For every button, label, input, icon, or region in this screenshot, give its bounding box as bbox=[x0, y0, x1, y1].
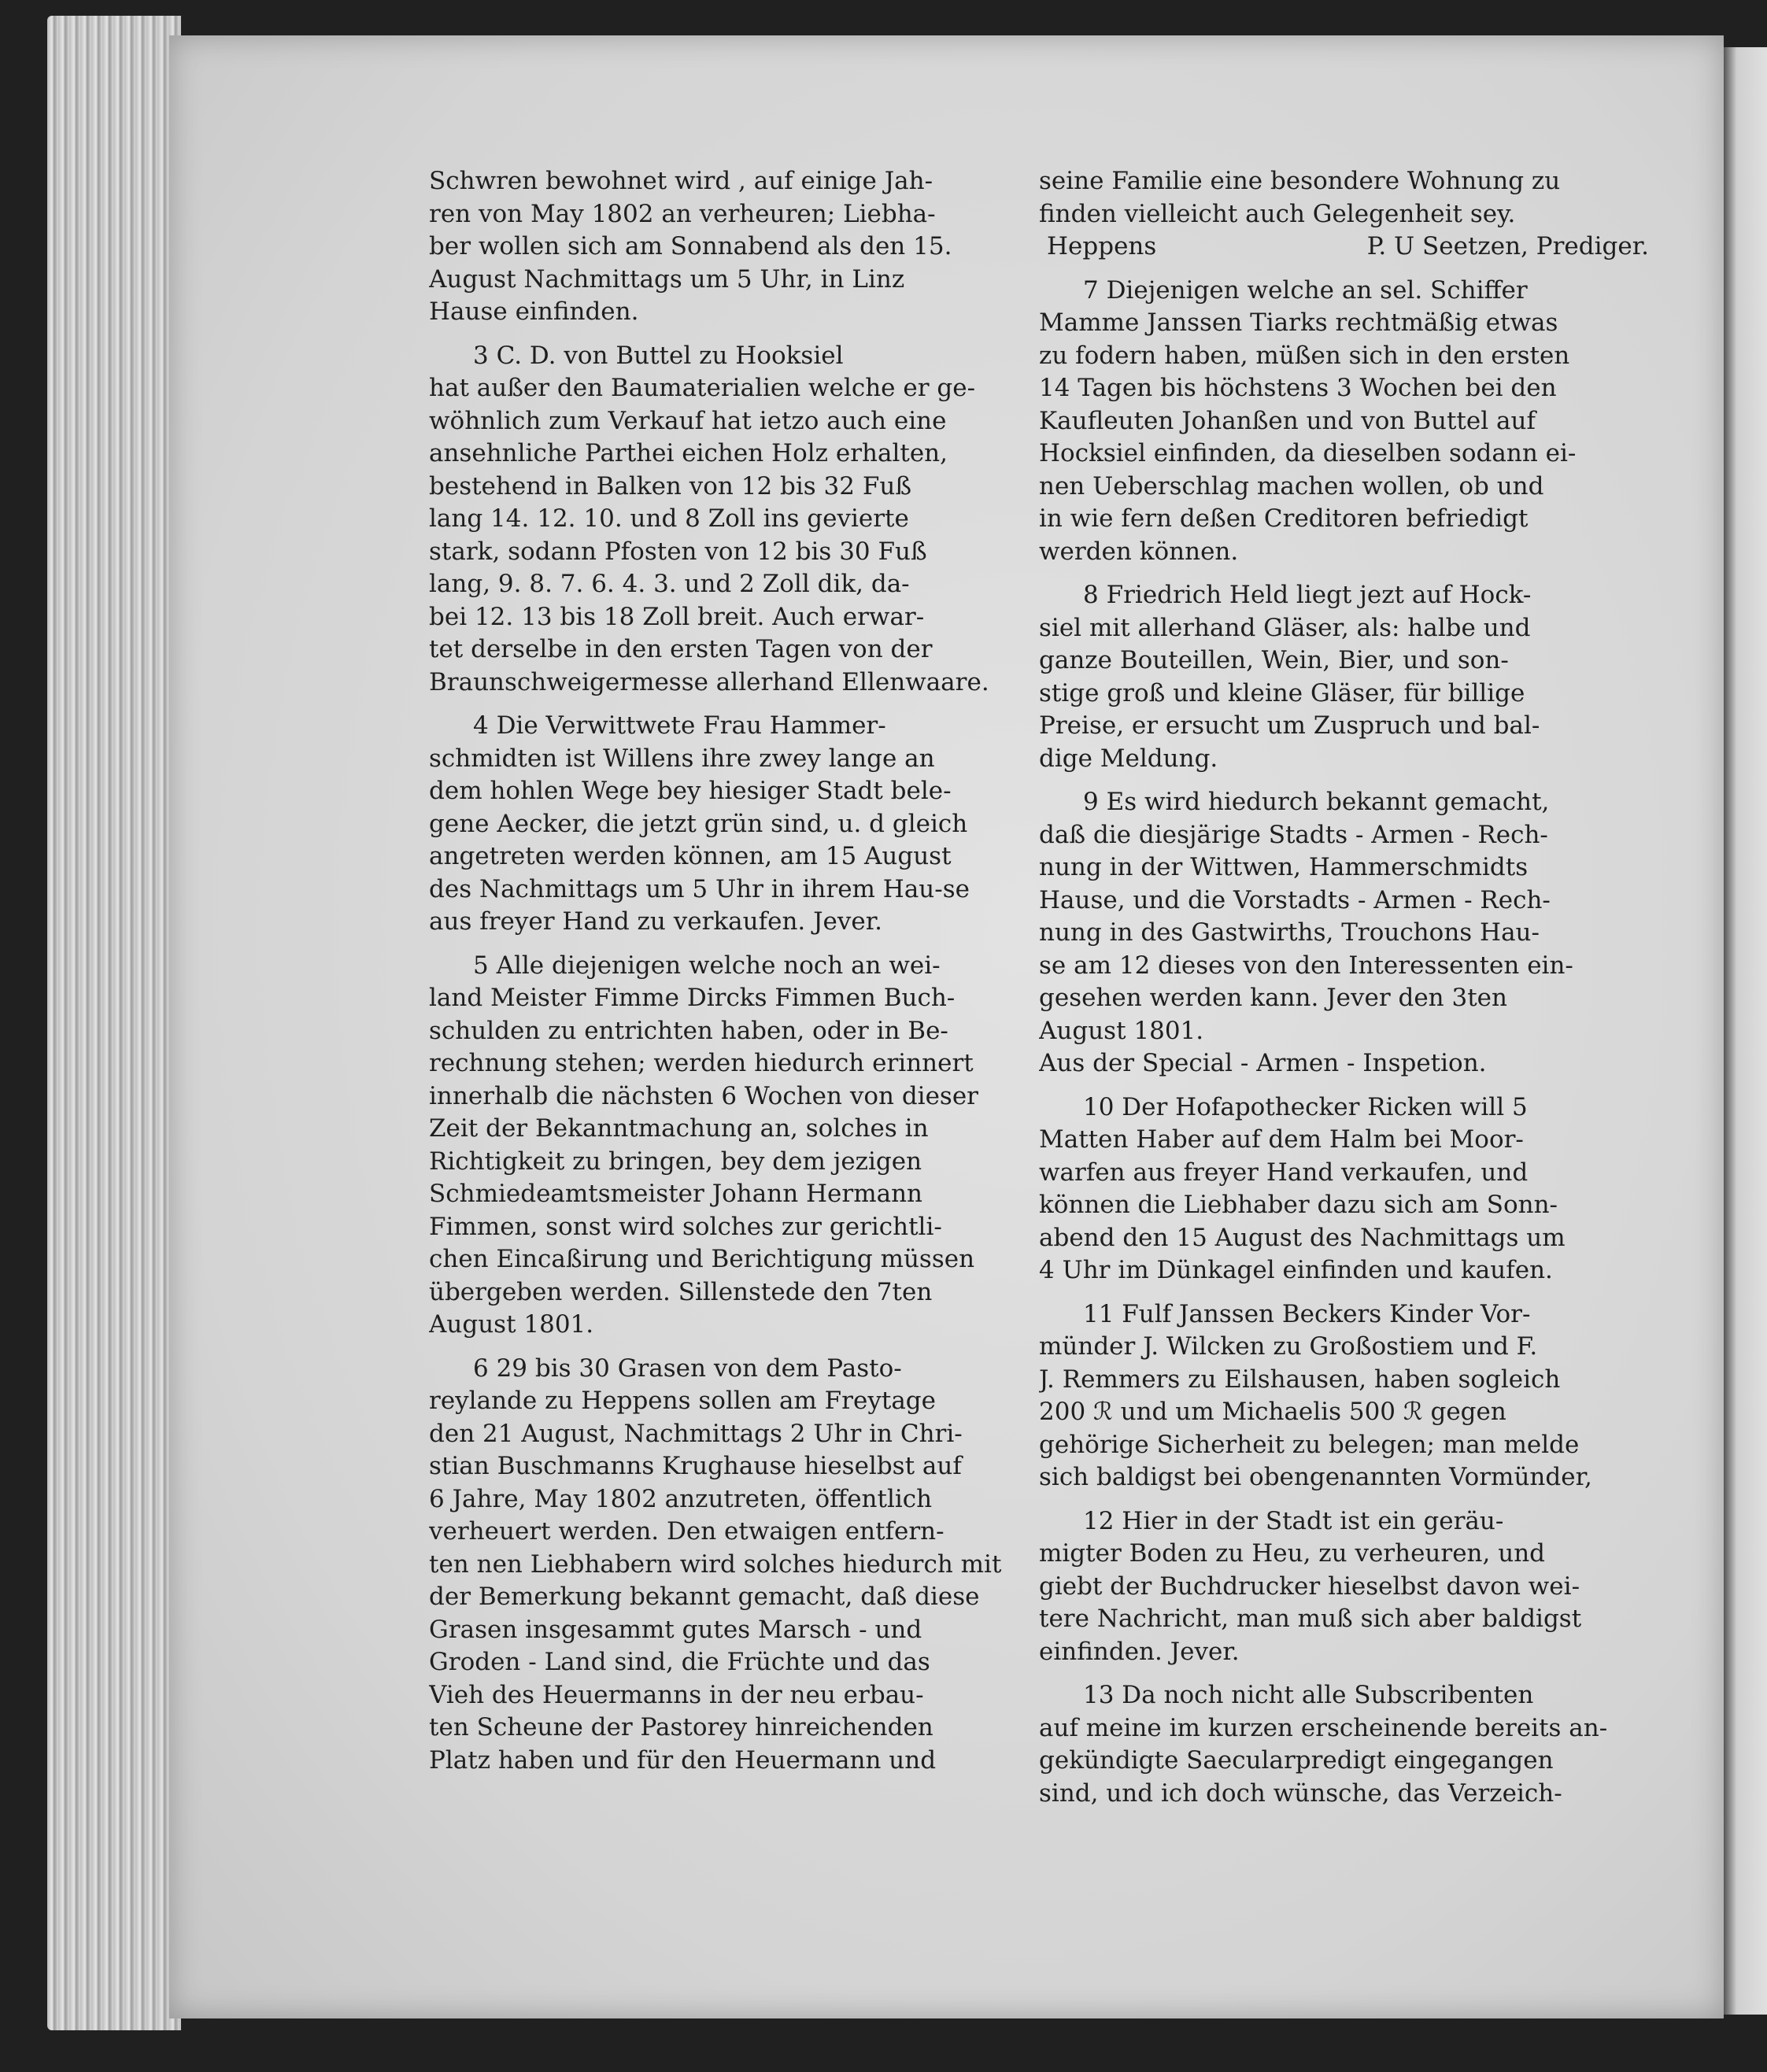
notice-paragraph-n12 bbox=[1039, 1505, 1649, 1669]
facing-page-edge bbox=[1724, 47, 1767, 2015]
text-line: tere Nachricht, man muß sich aber baldigst bbox=[1039, 1605, 1582, 1633]
text-line: ten Scheune der Pastorey hinreichenden bbox=[429, 1713, 933, 1741]
text-line: J. Remmers zu Eilshausen, haben sogleich bbox=[1039, 1365, 1561, 1394]
notice-paragraph-n6 bbox=[429, 1353, 1035, 1778]
notice-paragraph-n11 bbox=[1039, 1298, 1649, 1494]
text-line: verheuert werden. Den etwaigen entfern- bbox=[429, 1517, 944, 1546]
text-line: reylande zu Heppens sollen am Freytage bbox=[429, 1387, 936, 1415]
text-line: siel mit allerhand Gläser, als: halbe und bbox=[1039, 613, 1531, 642]
text-line: 13 Da noch nicht alle Subscribenten bbox=[1083, 1681, 1534, 1709]
notice-paragraph-n4 bbox=[429, 710, 1035, 939]
text-line: warfen aus freyer Hand verkaufen, und bbox=[1039, 1158, 1529, 1187]
text-line: Braunschweigermesse allerhand Ellenwaare. bbox=[429, 667, 989, 696]
text-line: stark, sodann Pfosten von 12 bis 30 Fuß bbox=[429, 537, 927, 566]
text-line: bei 12. 13 bis 18 Zoll breit. Auch erwar- bbox=[429, 602, 925, 631]
text-line: land Meister Fimme Dircks Fimmen Buch- bbox=[429, 984, 956, 1012]
text-line: in wie fern deßen Creditoren befriedigt bbox=[1039, 504, 1529, 533]
text-line: Groden - Land sind, die Früchte und das bbox=[429, 1648, 930, 1676]
notice-paragraph-n8 bbox=[1039, 579, 1649, 775]
text-line: münder J. Wilcken zu Großostiem und F. bbox=[1039, 1332, 1538, 1361]
text-line: stian Buschmanns Krughause hieselbst auf bbox=[429, 1452, 962, 1480]
text-line: Preise, er ersucht um Zuspruch und bal- bbox=[1039, 711, 1540, 740]
text-line: August 1801. bbox=[1039, 1016, 1204, 1045]
text-line: den 21 August, Nachmittags 2 Uhr in Chri- bbox=[429, 1419, 963, 1448]
notice-paragraph-cont bbox=[429, 165, 1035, 329]
text-line: gehörige Sicherheit zu belegen; man melde bbox=[1039, 1430, 1580, 1459]
text-line: einfinden. Jever. bbox=[1039, 1637, 1240, 1666]
text-line: rechnung stehen; werden hiedurch erinnert bbox=[429, 1049, 974, 1077]
text-line: hat außer den Baumaterialien welche er ge- bbox=[429, 374, 976, 402]
text-line: Zeit der Bekanntmachung an, solches in bbox=[429, 1114, 929, 1143]
text-line: werden können. bbox=[1039, 537, 1239, 566]
text-line: August 1801. bbox=[429, 1310, 594, 1339]
text-line: 200 ℛ und um Michaelis 500 ℛ gegen bbox=[1039, 1398, 1506, 1426]
text-line: sich baldigst bei obengenannten Vormünder, bbox=[1039, 1463, 1592, 1491]
text-line: Schmiedeamtsmeister Johann Hermann bbox=[429, 1180, 923, 1208]
text-line: nung in der Wittwen, Hammerschmidts bbox=[1039, 853, 1529, 881]
text-line: 11 Fulf Janssen Beckers Kinder Vor- bbox=[1083, 1299, 1531, 1328]
text-line: 4 Uhr im Dünkagel einfinden und kaufen. bbox=[1039, 1256, 1553, 1284]
text-line: 8 Friedrich Held liegt jezt auf Hock- bbox=[1083, 581, 1532, 609]
text-line: daß die diesjärige Stadts - Armen - Rech- bbox=[1039, 820, 1548, 849]
text-line: können die Liebhaber dazu sich am Sonn- bbox=[1039, 1191, 1558, 1219]
text-line: Hause, und die Vorstadts - Armen - Rech- bbox=[1039, 885, 1551, 914]
text-line: seine Familie eine besondere Wohnung zu bbox=[1039, 167, 1561, 195]
text-line: auf meine im kurzen erscheinende bereits an- bbox=[1039, 1713, 1608, 1742]
text-line: 5 Alle diejenigen welche noch an wei- bbox=[473, 951, 941, 980]
right-text-column bbox=[1039, 165, 1649, 1821]
text-line: 10 Der Hofapothecker Ricken will 5 bbox=[1083, 1092, 1528, 1121]
text-line: sind, und ich doch wünsche, das Verzeich- bbox=[1039, 1778, 1562, 1808]
text-line: übergeben werden. Sillenstede den 7ten bbox=[429, 1277, 933, 1306]
text-line: Vieh des Heuermanns in der neu erbau- bbox=[429, 1680, 924, 1709]
text-line: gekündigte Saecularpredigt eingegangen bbox=[1039, 1746, 1554, 1775]
text-line: gene Aecker, die jetzt grün sind, u. d gleich bbox=[429, 809, 968, 838]
signature-line bbox=[1039, 231, 1649, 264]
text-line: nung in des Gastwirths, Trouchons Hau- bbox=[1039, 918, 1540, 947]
text-line: ren von May 1802 an verheuren; Liebha- bbox=[429, 199, 936, 228]
text-line: des Nachmittags um 5 Uhr in ihrem Hau-se bbox=[429, 874, 970, 903]
text-line: finden vielleicht auch Gelegenheit sey. bbox=[1039, 199, 1516, 228]
text-line: aus freyer Hand zu verkaufen. Jever. bbox=[429, 907, 883, 936]
text-line: angetreten werden können, am 15 August bbox=[429, 842, 952, 870]
text-line: Aus der Special - Armen - Inspetion. bbox=[1039, 1049, 1487, 1077]
notice-paragraph-n10 bbox=[1039, 1091, 1649, 1287]
text-line: giebt der Buchdrucker hieselbst davon wei- bbox=[1039, 1572, 1580, 1601]
text-line: 7 Diejenigen welche an sel. Schiffer bbox=[1083, 275, 1528, 305]
text-line: Grasen insgesammt gutes Marsch - und bbox=[429, 1615, 922, 1644]
text-line: Schwren bewohnet wird , auf einige Jah- bbox=[429, 167, 933, 195]
text-line: ber wollen sich am Sonnabend als den 15. bbox=[429, 232, 952, 260]
text-line: 4 Die Verwittwete Frau Hammer- bbox=[473, 711, 886, 740]
text-line: 6 Jahre, May 1802 anzutreten, öffentlich bbox=[429, 1484, 933, 1513]
text-line: Hocksiel einfinden, da dieselben sodann ei- bbox=[1039, 439, 1577, 467]
text-line: Fimmen, sonst wird solches zur gerichtli- bbox=[429, 1212, 942, 1241]
text-line: dem hohlen Wege bey hiesiger Stadt bele- bbox=[429, 777, 952, 805]
book-page-edges bbox=[47, 16, 181, 2030]
text-line: lang 14. 12. 10. und 8 Zoll ins gevierte bbox=[429, 504, 909, 533]
text-line: 12 Hier in der Stadt ist ein geräu- bbox=[1083, 1506, 1504, 1535]
text-line: Matten Haber auf dem Halm bei Moor- bbox=[1039, 1125, 1524, 1154]
text-line: bestehend in Balken von 12 bis 32 Fuß bbox=[429, 471, 912, 500]
text-line: der Bemerkung bekannt gemacht, daß diese bbox=[429, 1583, 980, 1611]
text-line: ten nen Liebhabern wird solches hiedurch mit bbox=[429, 1549, 1002, 1579]
text-line: Richtigkeit zu bringen, bey dem jezigen bbox=[429, 1147, 922, 1176]
signature-name: P. U Seetzen, Prediger. bbox=[1366, 232, 1649, 260]
text-line: tet derselbe in den ersten Tagen von der bbox=[429, 635, 933, 663]
text-line: schmidten ist Willens ihre zwey lange an bbox=[429, 744, 935, 773]
notice-paragraph-n3 bbox=[429, 340, 1035, 700]
text-line: Hause einfinden. bbox=[429, 297, 639, 326]
text-line: Platz haben und für den Heuermann und bbox=[429, 1745, 937, 1775]
text-line: lang, 9. 8. 7. 6. 4. 3. und 2 Zoll dik, da- bbox=[429, 570, 910, 598]
notice-paragraph-n13 bbox=[1039, 1679, 1649, 1810]
text-line: schulden zu entrichten haben, oder in Be- bbox=[429, 1016, 948, 1045]
notice-paragraph-n9 bbox=[1039, 786, 1649, 1080]
signature-place: Heppens bbox=[1047, 232, 1157, 260]
text-line: Mamme Janssen Tiarks rechtmäßig etwas bbox=[1039, 308, 1558, 337]
notice-paragraph-n5 bbox=[429, 950, 1035, 1342]
text-line: Kaufleuten Johanßen und von Buttel auf bbox=[1039, 406, 1536, 435]
text-line: 14 Tagen bis höchstens 3 Wochen bei den bbox=[1039, 374, 1557, 402]
text-line: wöhnlich zum Verkauf hat ietzo auch eine bbox=[429, 406, 947, 435]
text-line: se am 12 dieses von den Interessenten ein- bbox=[1039, 951, 1573, 980]
text-line: ansehnliche Parthei eichen Holz erhalten, bbox=[429, 439, 948, 467]
text-line: August Nachmittags um 5 Uhr, in Linz bbox=[429, 264, 905, 294]
text-line: abend den 15 August des Nachmittags um bbox=[1039, 1223, 1566, 1252]
text-line: 6 29 bis 30 Grasen von dem Pasto- bbox=[473, 1354, 902, 1383]
text-line: gesehen werden kann. Jever den 3ten bbox=[1039, 984, 1507, 1012]
text-line: 9 Es wird hiedurch bekannt gemacht, bbox=[1083, 788, 1550, 816]
text-line: zu fodern haben, müßen sich in den ersten bbox=[1039, 341, 1570, 370]
text-line: ganze Bouteillen, Wein, Bier, und son- bbox=[1039, 646, 1509, 674]
text-line: 3 C. D. von Buttel zu Hooksiel bbox=[473, 341, 844, 370]
notice-paragraph-n7 bbox=[1039, 275, 1649, 569]
notice-paragraph-cont6 bbox=[1039, 165, 1649, 264]
text-line: nen Ueberschlag machen wollen, ob und bbox=[1039, 471, 1544, 500]
text-line: chen Eincaßirung und Berichtigung müssen bbox=[429, 1245, 975, 1273]
text-line: migter Boden zu Heu, zu verheuren, und bbox=[1039, 1539, 1546, 1568]
left-text-column bbox=[429, 165, 1035, 1788]
text-line: innerhalb die nächsten 6 Wochen von dieser bbox=[429, 1081, 978, 1110]
text-line: stige groß und kleine Gläser, für billige bbox=[1039, 678, 1525, 707]
text-line: dige Meldung. bbox=[1039, 744, 1218, 773]
